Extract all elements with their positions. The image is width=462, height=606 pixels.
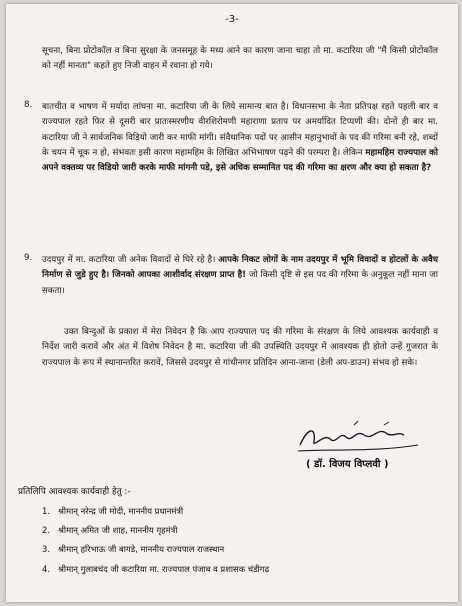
list-item: 1. श्रीमान् नरेन्द्र जी मोदी, माननीय प्रधानमंत्री [42, 506, 184, 516]
list-item: 4. श्रीमान् गुलाबचंद जी कटारिया मा. राज्यपाल पंजाब व प्रशासक चंडीगढ [42, 563, 270, 574]
point-9-number: 9. [24, 253, 33, 263]
point-8-bold-text: महामहिम राज्यपाल को अपने वक्तव्य पर विडियो जारी करके माफी मांगनी पडे, इसे अधिक सम्मानित पद की गरिमा का क्षरण और क्या हो सकता है? [42, 147, 438, 174]
copy-list [42, 502, 269, 579]
point-8-paragraph [42, 100, 438, 176]
list-item: 3. श्रीमान् हरिभाऊ जी बागडे, माननीय राज्यपाल राजस्थान [42, 544, 225, 555]
point-9-bold-text: आपके निकट लोगों के नाम उदयपुर में भूमि विवादों व होटलों के अवैध निर्माण से जुडे हुए है। जिनको आपका आशीर्वाद संरक्षण प्राप्त है! [42, 255, 439, 281]
point-9-paragraph [42, 253, 438, 299]
point-8-number: 8. [24, 100, 33, 110]
handwritten-signature [294, 419, 424, 459]
point-8-text: बातचीत व भाषण में मर्यादा लांघना मा. कटारिया जी के लिये सामान्य बात है। विधानसभा के नेता प्रतिपक्ष रहते पहली बार व राज्यपाल रहते फिर से दूसरी बार प्रातःस्मरणीय वीरशिरोमणी महाराणा प्रताप पर अमर्यादित टिप्पणी की। दोनों ही बार मा. कटारिया जी ने सार्वजनिक विडियो जारी कर माफी मांगी। संवैधानिक पदों पर आसीन महानुभावों के पद की गरिमा बनी रहे, शब्दों के चयन में चूक न हो, संभवतः इसी कारण महामहिम के लिखित अभिभाषण पढ़ने की परम्परा है। लेकिन [42, 102, 438, 158]
conclusion-paragraph: उक्त बिन्दुओं के प्रकाश में मेरा निवेदन है कि आप राज्यपाल पद की गरिमा के संरक्षण के लिये आवश्यक कार्यवाही व निर्देश जारी करावें और अंत में विशेष निवेदन है मा. कटारिया जी की उपस्थिति उदयपुर में आवश्यक ही होतो उन्हें गुजरात के राज्यपाल के रूप में स्थानान्तरित करावें, जिससे उदयपुर से गांधीनगर प्रतिदिन आना-जाना (डेली अप-डाउन) संभव हो सके। [42, 327, 438, 368]
copy-label: प्रतिलिपि आवश्यक कार्यवाही हेतु :- [18, 487, 131, 497]
letter-page [6, 4, 458, 602]
signatory-name: ( डॉ. विजय विप्लवी ) [306, 459, 389, 470]
page-number: -3- [225, 14, 239, 25]
point-9-text: उदयपुर में मा. कटारिया जी अनेक विवादों से घिरे रहे है। [42, 255, 216, 265]
point-9-end-text: जो किसी दृष्टि से इस पद की गरिमा के अनुकूल नहीं माना जा सकता। [42, 270, 438, 296]
list-item: 2. श्रीमान् अमित जी शाह, माननीय गृहमंत्री [42, 525, 178, 536]
intro-paragraph: सूचना, बिना प्रोटोकॉल व बिना सुरक्षा के जनसमूह के मध्य आने का कारण जाना चाहा तो मा. कटारिया जी "मैं किसी प्रोटोकॉल को नहीं मानता" कहते हुए निजी वाहन में रवाना हो गये। [42, 46, 438, 72]
